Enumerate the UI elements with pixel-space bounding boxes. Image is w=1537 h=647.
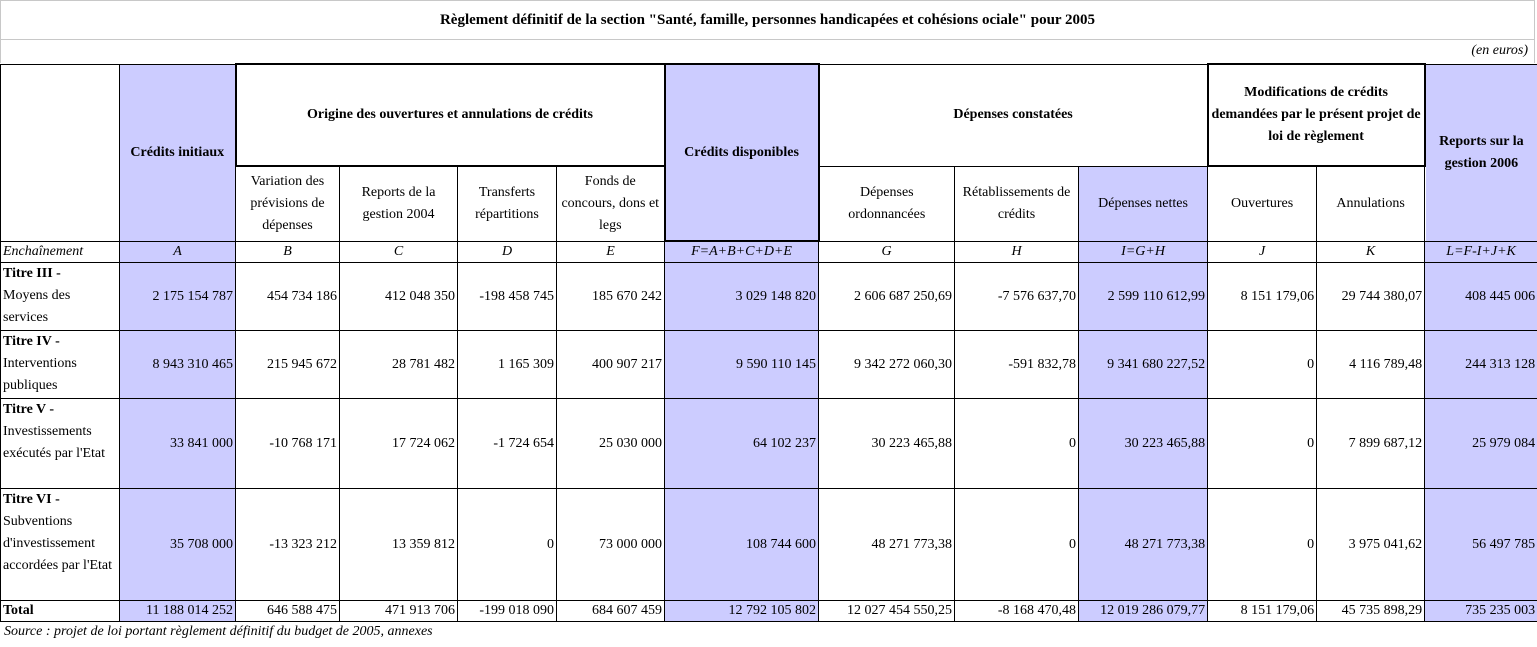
total-cell: -199 018 090: [458, 601, 557, 622]
table-cell: 108 744 600: [665, 489, 819, 601]
table-cell: 56 497 785: [1425, 489, 1537, 601]
header-depenses-constatees: Dépenses constatées: [819, 64, 1208, 166]
table-cell: 13 359 812: [340, 489, 458, 601]
header-credits-disponibles: Crédits disponibles: [665, 64, 819, 241]
table-cell: 8 943 310 465: [120, 331, 236, 399]
total-cell: 646 588 475: [236, 601, 340, 622]
enchainement-label: Enchaînement: [1, 241, 120, 263]
table-cell: 9 341 680 227,52: [1079, 331, 1208, 399]
table-cell: -10 768 171: [236, 399, 340, 489]
table-cell: 33 841 000: [120, 399, 236, 489]
total-cell: 12 792 105 802: [665, 601, 819, 622]
table-cell: 29 744 380,07: [1317, 263, 1425, 331]
table-cell: 30 223 465,88: [1079, 399, 1208, 489]
total-cell: 8 151 179,06: [1208, 601, 1317, 622]
table-cell: 7 899 687,12: [1317, 399, 1425, 489]
total-label: Total: [1, 601, 120, 622]
table-cell: 64 102 237: [665, 399, 819, 489]
row-description: Interventions publiques: [3, 356, 77, 393]
table-cell: 400 907 217: [557, 331, 665, 399]
table-cell: 35 708 000: [120, 489, 236, 601]
total-cell: 12 027 454 550,25: [819, 601, 955, 622]
total-cell: 471 913 706: [340, 601, 458, 622]
table-cell: -1 724 654: [458, 399, 557, 489]
table-cell: 1 165 309: [458, 331, 557, 399]
total-cell: 684 607 459: [557, 601, 665, 622]
table-cell: 17 724 062: [340, 399, 458, 489]
table-cell: 48 271 773,38: [819, 489, 955, 601]
enchainement-cell: H: [955, 241, 1079, 263]
enchainement-cell: E: [557, 241, 665, 263]
total-cell: 735 235 003: [1425, 601, 1537, 622]
header-origine: Origine des ouvertures et annulations de crédits: [236, 64, 665, 166]
table-cell: -198 458 745: [458, 263, 557, 331]
header-fonds: Fonds de concours, dons et legs: [557, 166, 665, 241]
enchainement-cell: F=A+B+C+D+E: [665, 241, 819, 263]
enchainement-cell: B: [236, 241, 340, 263]
enchainement-cell: C: [340, 241, 458, 263]
table-cell: 48 271 773,38: [1079, 489, 1208, 601]
row-label: [1, 399, 120, 489]
table-row: [1, 331, 1537, 399]
row-title: Titre VI -: [3, 492, 60, 507]
table-cell: -591 832,78: [955, 331, 1079, 399]
unit-note: (en euros): [0, 40, 1535, 63]
table-cell: 2 606 687 250,69: [819, 263, 955, 331]
table-cell: 9 590 110 145: [665, 331, 819, 399]
source-note: Source : projet de loi portant règlement définitif du budget de 2005, annexes: [4, 624, 433, 639]
table-cell: 8 151 179,06: [1208, 263, 1317, 331]
header-blank: [1, 64, 120, 241]
enchainement-row: [1, 241, 1537, 263]
table-row: [1, 263, 1537, 331]
enchainement-cell: A: [120, 241, 236, 263]
enchainement-cell: K: [1317, 241, 1425, 263]
row-description: Investissements exécutés par l'Etat: [3, 424, 106, 461]
header-annulations: Annulations: [1317, 166, 1425, 241]
total-cell: 11 188 014 252: [120, 601, 236, 622]
header-depenses-nettes: Dépenses nettes: [1079, 166, 1208, 241]
header-variation: Variation des prévisions de dépenses: [236, 166, 340, 241]
header-reports-2006: Reports sur la gestion 2006: [1425, 64, 1537, 241]
table-cell: 25 030 000: [557, 399, 665, 489]
table-cell: 4 116 789,48: [1317, 331, 1425, 399]
table-cell: 454 734 186: [236, 263, 340, 331]
row-title: Titre III -: [3, 266, 61, 281]
total-cell: -8 168 470,48: [955, 601, 1079, 622]
total-row: [1, 601, 1537, 622]
table-cell: -13 323 212: [236, 489, 340, 601]
table-cell: 0: [458, 489, 557, 601]
header-credits-initiaux: Crédits initiaux: [120, 64, 236, 241]
enchainement-cell: L=F-I+J+K: [1425, 241, 1537, 263]
table-row: [1, 399, 1537, 489]
table-cell: 0: [1208, 489, 1317, 601]
table-cell: 3 029 148 820: [665, 263, 819, 331]
table-row: [1, 489, 1537, 601]
row-label: [1, 331, 120, 399]
enchainement-cell: D: [458, 241, 557, 263]
table-cell: 73 000 000: [557, 489, 665, 601]
enchainement-cell: G: [819, 241, 955, 263]
table-cell: 185 670 242: [557, 263, 665, 331]
table-cell: 412 048 350: [340, 263, 458, 331]
table-cell: 215 945 672: [236, 331, 340, 399]
table-cell: 30 223 465,88: [819, 399, 955, 489]
header-retablissements: Rétablissements de crédits: [955, 166, 1079, 241]
row-label: [1, 489, 120, 601]
table-cell: 3 975 041,62: [1317, 489, 1425, 601]
table-cell: 2 599 110 612,99: [1079, 263, 1208, 331]
table-cell: 0: [955, 489, 1079, 601]
row-description: Moyens des services: [3, 288, 71, 325]
header-transferts: Transferts répartitions: [458, 166, 557, 241]
table-cell: 25 979 084: [1425, 399, 1537, 489]
row-title: Titre IV -: [3, 334, 60, 349]
table-cell: 9 342 272 060,30: [819, 331, 955, 399]
enchainement-cell: J: [1208, 241, 1317, 263]
total-cell: 12 019 286 079,77: [1079, 601, 1208, 622]
table-cell: 0: [1208, 331, 1317, 399]
header-depenses-ordonnancees: Dépenses ordonnancées: [819, 166, 955, 241]
table-cell: 408 445 006: [1425, 263, 1537, 331]
table-cell: -7 576 637,70: [955, 263, 1079, 331]
table-cell: 28 781 482: [340, 331, 458, 399]
table-cell: 0: [1208, 399, 1317, 489]
table-cell: 0: [955, 399, 1079, 489]
header-reports: Reports de la gestion 2004: [340, 166, 458, 241]
row-title: Titre V -: [3, 402, 55, 417]
table-cell: 244 313 128: [1425, 331, 1537, 399]
total-cell: 45 735 898,29: [1317, 601, 1425, 622]
settlement-table: [0, 63, 1537, 622]
header-modifications: Modifications de crédits demandées par le présent projet de loi de règlement: [1208, 64, 1425, 166]
row-description: Subventions d'investissement accordées par l'Etat: [3, 514, 113, 573]
header-ouvertures: Ouvertures: [1208, 166, 1317, 241]
table-title: Règlement définitif de la section "Santé, famille, personnes handicapées et cohésions ociale" pour 2005: [0, 0, 1535, 40]
row-label: [1, 263, 120, 331]
table-cell: 2 175 154 787: [120, 263, 236, 331]
enchainement-cell: I=G+H: [1079, 241, 1208, 263]
